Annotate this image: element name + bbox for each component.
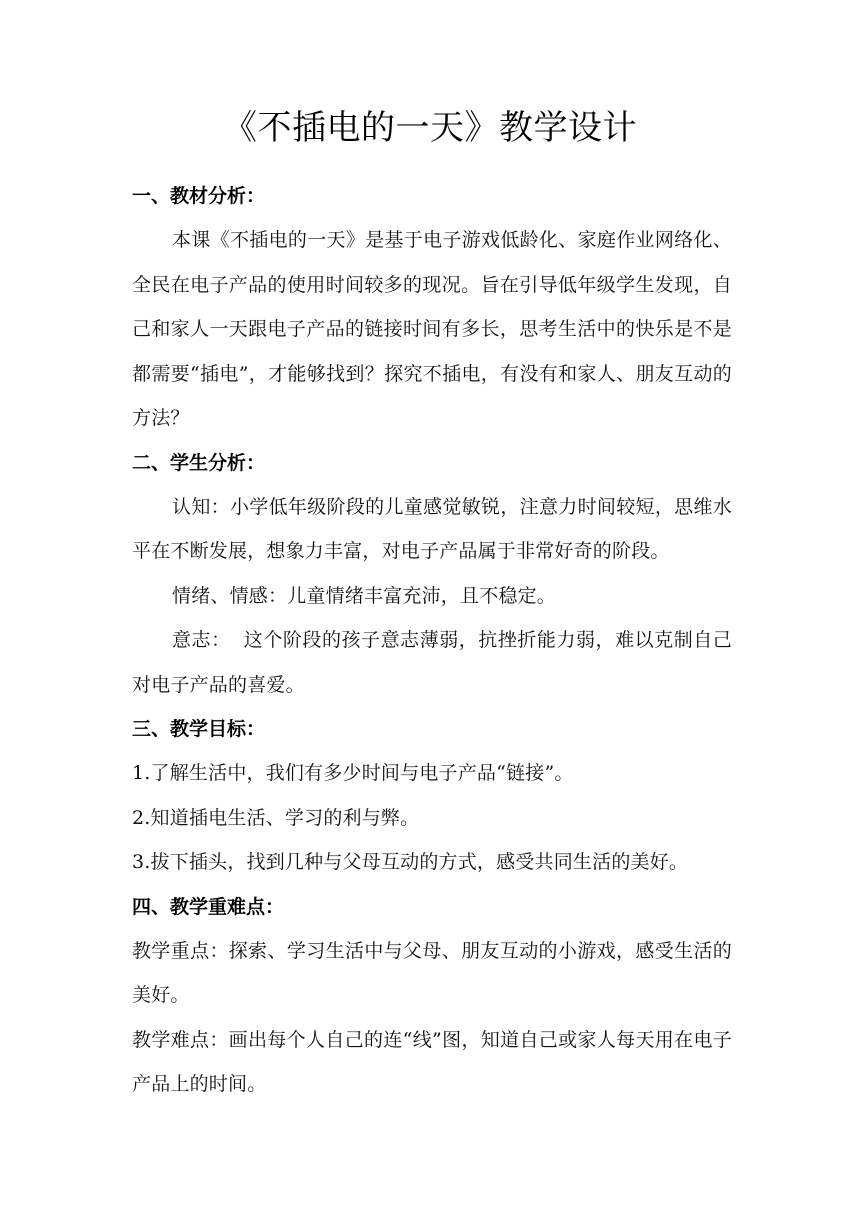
teaching-goal-item: 1.了解生活中，我们有多少时间与电子产品“链接”。 (132, 762, 574, 784)
section-heading-key-difficult-points: 四、教学重难点： (132, 895, 285, 918)
document-title: 《不插电的一天》教学设计 (223, 108, 637, 148)
student-analysis-emotion: 情绪、情感：儿童情绪丰富充沛，且不稳定。 (172, 584, 557, 607)
section-heading-student-analysis: 二、学生分析： (132, 451, 266, 474)
teaching-goal-item: 3.拔下插头，找到几种与父母互动的方式，感受共同生活的美好。 (132, 851, 689, 873)
section-heading-teaching-goals: 三、教学目标： (132, 718, 266, 740)
material-analysis-paragraph: 本课《不插电的一天》是基于电子游戏低龄化、家庭作业网络化、全民在电子产品的使用时间较多的现况。旨在引导低年级学生发现，自己和家人一天跟电子产品的链接时间有多长，思考生活中的快乐是不是都需要“插电”，才能够找到？探究不插电，有没有和家人、朋友互动的方法？ (132, 229, 732, 429)
section-heading-material-analysis: 一、教材分析： (132, 185, 266, 207)
student-analysis-cognition: 认知：小学低年级阶段的儿童感觉敏锐，注意力时间较短，思维水平在不断发展，想象力丰富，对电子产品属于非常好奇的阶段。 (132, 495, 732, 562)
teaching-difficult-point: 教学难点：画出每个人自己的连“线”图，知道自己或家人每天用在电子产品上的时间。 (132, 1028, 732, 1095)
teaching-key-point: 教学重点：探索、学习生活中与父母、朋友互动的小游戏，感受生活的美好。 (132, 939, 732, 1006)
teaching-goal-item: 2.知道插电生活、学习的利与弊。 (132, 806, 420, 829)
document-body (132, 174, 732, 1107)
student-analysis-will: 意志： 这个阶段的孩子意志薄弱，抗挫折能力弱，难以克制自己对电子产品的喜爱。 (132, 629, 732, 696)
